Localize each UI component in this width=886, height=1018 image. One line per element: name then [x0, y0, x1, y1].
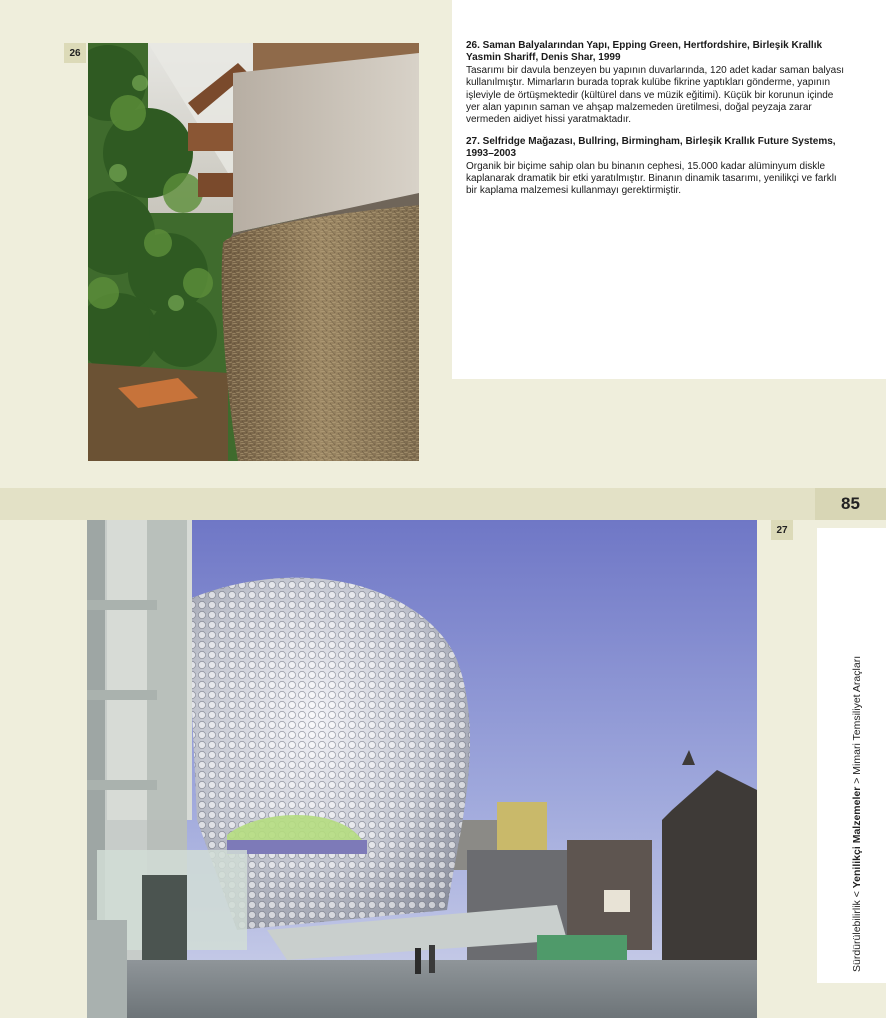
running-head — [851, 656, 863, 972]
caption-title: 26. Saman Balyalarından Yapı, Epping Green, Hertfordshire, Birleşik Krallık Yasmin Shariff, Denis Shar, 1999 — [466, 40, 823, 64]
running-head-suffix: > Mimari Temsiliyet Araçları — [851, 655, 863, 787]
page-number: 85 — [841, 494, 860, 513]
page-band — [0, 488, 886, 520]
caption-27 — [466, 136, 846, 198]
caption-body: Tasarımı bir davula benzeyen bu yapının duvarlarında, 120 adet kadar saman balyası kullanılmıştır. Mimarların burada toprak kulübe fikrine yaptıkları gönderme, yapının işleviyle de örtüşmektedir (kültürel dans ve müzik eğitimi). Küçük bir korunun içinde yer alan yapının saman ve ahşap malzemeden üretilmesi, doğal peyzaja zarar vermeden aidiyet hissi yaratmaktadır. — [466, 64, 845, 126]
photo-selfridges-building — [87, 520, 757, 1018]
captions — [466, 40, 846, 207]
running-head-bold: Yenilikçi Malzemeler — [851, 786, 863, 889]
caption-title: 27. Selfridge Mağazası, Bullring, Birmingham, Birleşik Krallık Future Systems, 1993–2003 — [466, 135, 836, 160]
figure-number-26: 26 — [64, 43, 86, 63]
photo-straw-bale-building — [88, 43, 419, 461]
caption-26 — [466, 40, 846, 127]
page-number-box — [815, 488, 886, 520]
running-head-prefix: Sürdürülebilirlik < — [851, 888, 863, 972]
figure-number-27: 27 — [771, 520, 793, 540]
caption-body: Organik bir biçime sahip olan bu binanın cephesi, 15.000 kadar alüminyum diskle kaplanarak dramatik bir etki yaratılmıştır. Binanın dinamik tasarımı, yenilikçi ve farklı bir kaplama malzemesi kullanmayı gerektirmiştir. — [466, 160, 837, 197]
